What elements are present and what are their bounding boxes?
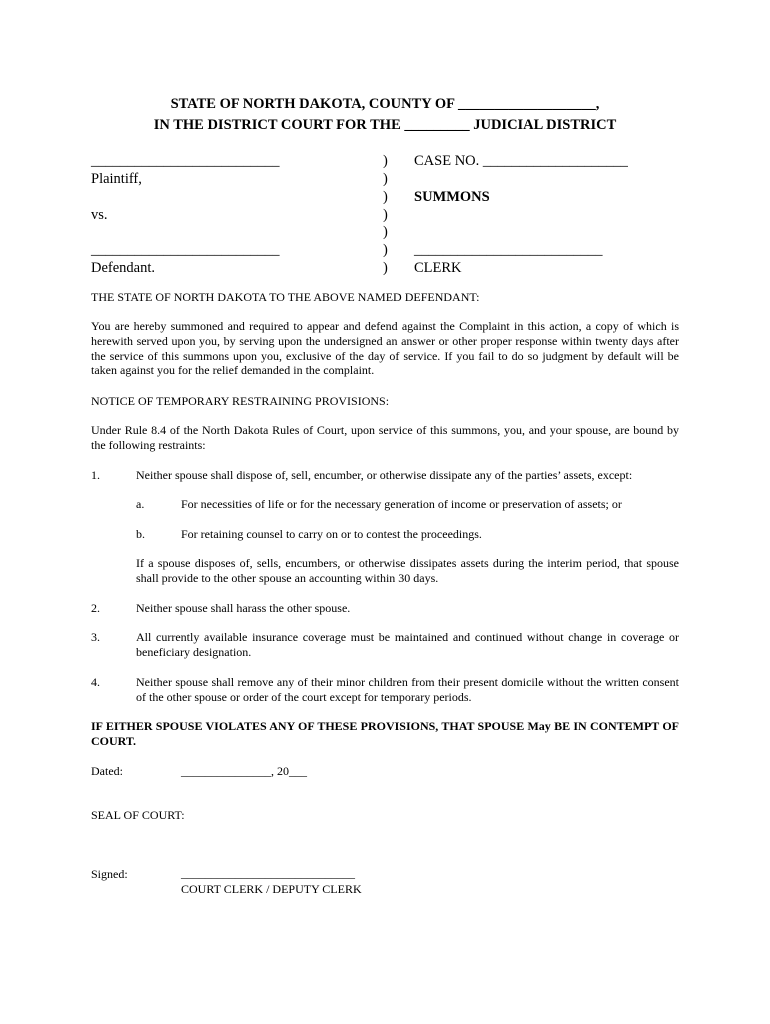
defendant-name-blank: __________________________ (91, 242, 280, 258)
contempt-warning: IF EITHER SPOUSE VIOLATES ANY OF THESE PROVISIONS, THAT SPOUSE May BE IN CONTEMPT OF COURT. (91, 719, 679, 748)
signature-line: _____________________________ (181, 866, 355, 880)
list-item-text: Neither spouse shall remove any of their minor children from their present domicile without the written consent of the other spouse or order of the court except for temporary periods. (136, 675, 679, 704)
caption-divider: ) (383, 242, 388, 258)
notice-heading: NOTICE OF TEMPORARY RESTRAINING PROVISIONS: (91, 394, 390, 408)
seal-of-court-label: SEAL OF COURT: (91, 808, 185, 822)
disposal-paragraph: If a spouse disposes of, sells, encumbers, or otherwise dissipates assets during the interim period, that spouse shall provide to the other spouse an accounting within 30 days. (136, 556, 679, 585)
document-title: SUMMONS (414, 189, 490, 205)
dated-label: Dated: (91, 764, 123, 778)
defendant-label: Defendant. (91, 260, 156, 276)
date-blank: _______________, 20___ (181, 764, 307, 778)
court-heading-county: STATE OF NORTH DAKOTA, COUNTY OF ___________________, (170, 96, 600, 112)
plaintiff-name-blank: __________________________ (91, 153, 280, 169)
sub-item-letter: a. (136, 497, 145, 511)
signed-label: Signed: (91, 867, 128, 881)
clerk-label: CLERK (414, 260, 462, 276)
summons-paragraph: You are hereby summoned and required to appear and defend against the Complaint in this action, a copy of which is herewith served upon you, by serving upon the undersigned an answer or other proper response within twenty days after the service of this summons upon you, exclusive of the day of service. If you fail to do so judgment by default will be taken against you for the relief demanded in the complaint. (91, 319, 679, 378)
caption-divider: ) (383, 224, 388, 240)
caption-divider: ) (383, 207, 388, 223)
court-heading-district: IN THE DISTRICT COURT FOR THE _________ JUDICIAL DISTRICT (153, 117, 617, 133)
list-item-number: 1. (91, 468, 100, 482)
plaintiff-label: Plaintiff, (91, 171, 142, 187)
list-item-number: 3. (91, 630, 100, 644)
clerk-signature-blank: __________________________ (414, 242, 603, 258)
address-line: THE STATE OF NORTH DAKOTA TO THE ABOVE NAMED DEFENDANT: (91, 290, 480, 304)
caption-divider: ) (383, 153, 388, 169)
caption-divider: ) (383, 171, 388, 187)
signer-title: COURT CLERK / DEPUTY CLERK (181, 882, 362, 896)
case-number-field: CASE NO. ____________________ (414, 153, 628, 169)
versus-label: vs. (91, 207, 108, 223)
caption-divider: ) (383, 260, 388, 276)
sub-item-text: For retaining counsel to carry on or to contest the proceedings. (181, 527, 482, 541)
list-item-number: 4. (91, 675, 100, 689)
sub-item-text: For necessities of life or for the necessary generation of income or preservation of assets; or (181, 497, 622, 511)
caption-divider: ) (383, 189, 388, 205)
list-item-text: All currently available insurance coverage must be maintained and continued without change in coverage or beneficiary designation. (136, 630, 679, 659)
list-item-number: 2. (91, 601, 100, 615)
sub-item-letter: b. (136, 527, 145, 541)
list-item-text: Neither spouse shall dispose of, sell, encumber, or otherwise dissipate any of the parties’ assets, except: (136, 468, 633, 482)
list-item-text: Neither spouse shall harass the other spouse. (136, 601, 351, 615)
rule-paragraph: Under Rule 8.4 of the North Dakota Rules of Court, upon service of this summons, you, and your spouse, are bound by the following restraints: (91, 423, 679, 452)
